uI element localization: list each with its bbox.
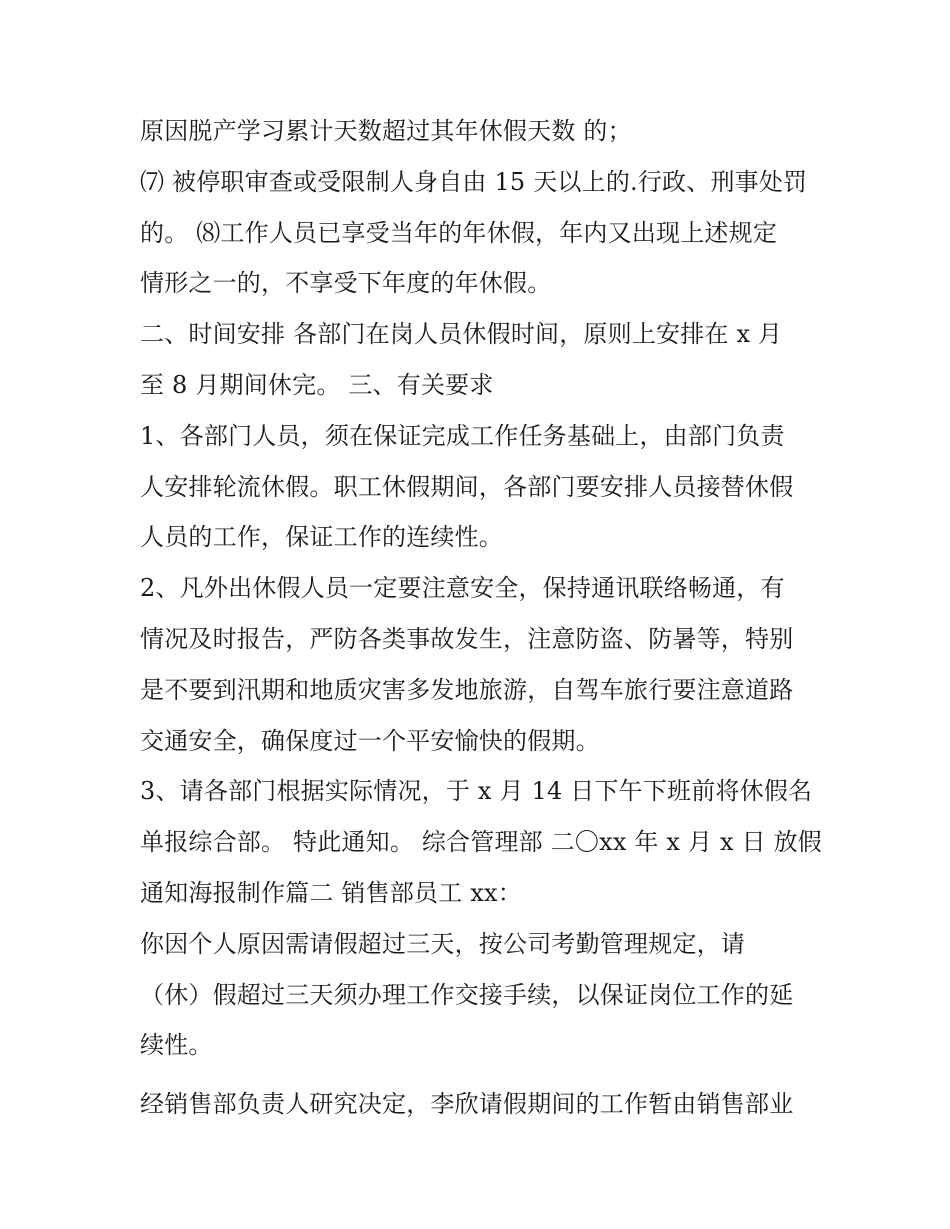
text-line: 情况及时报告，严防各类事故发生，注意防盗、防暑等，特别 <box>140 624 794 653</box>
text-line: 单报综合部。 特此通知。 综合管理部 二〇xx 年 x 月 x 日 放假 <box>140 828 822 857</box>
text-line: 人员的工作，保证工作的连续性。 <box>140 523 503 552</box>
text-line: 是不要到汛期和地质灾害多发地旅游，自驾车旅行要注意道路 <box>140 675 794 704</box>
text-line: 情形之一的，不享受下年度的年休假。 <box>140 269 552 298</box>
document-body <box>140 106 820 1130</box>
text-line: 3、请各部门根据实际情况，于 x 月 14 日下午下班前将休假名 <box>140 777 813 806</box>
text-line: 的。 ⑻工作人员已享受当年的年休假，年内又出现上述规定 <box>140 218 778 247</box>
text-line: ⑺ 被停职审查或受限制人身自由 15 天以上的.行政、刑事处罚 <box>140 167 808 196</box>
text-line: 1、各部门人员，须在保证完成工作任务基础上，由部门负责 <box>140 421 785 450</box>
text-line: 经销售部负责人研究决定，李欣请假期间的工作暂由销售部业 <box>140 1090 794 1119</box>
text-line: 人安排轮流休假。职工休假期间，各部门要安排人员接替休假 <box>140 472 794 501</box>
text-line: （休）假超过三天须办理工作交接手续，以保证岗位工作的延 <box>140 980 794 1009</box>
text-line: 原因脱产学习累计天数超过其年休假天数 的； <box>140 117 632 145</box>
text-line: 续性。 <box>140 1031 213 1060</box>
text-line: 通知海报制作篇二 销售部员工 xx： <box>140 878 522 907</box>
text-line: 2、凡外出休假人员一定要注意安全，保持通讯联络畅通，有 <box>140 574 785 603</box>
text-line: 交通安全，确保度过一个平安愉快的假期。 <box>140 726 600 755</box>
text-line: 你因个人原因需请假超过三天，按公司考勤管理规定，请 <box>140 929 745 958</box>
text-line: 二、时间安排 各部门在岗人员休假时间，原则上安排在 x 月 <box>140 320 783 349</box>
text-line: 至 8 月期间休完。 三、有关要求 <box>140 370 494 399</box>
